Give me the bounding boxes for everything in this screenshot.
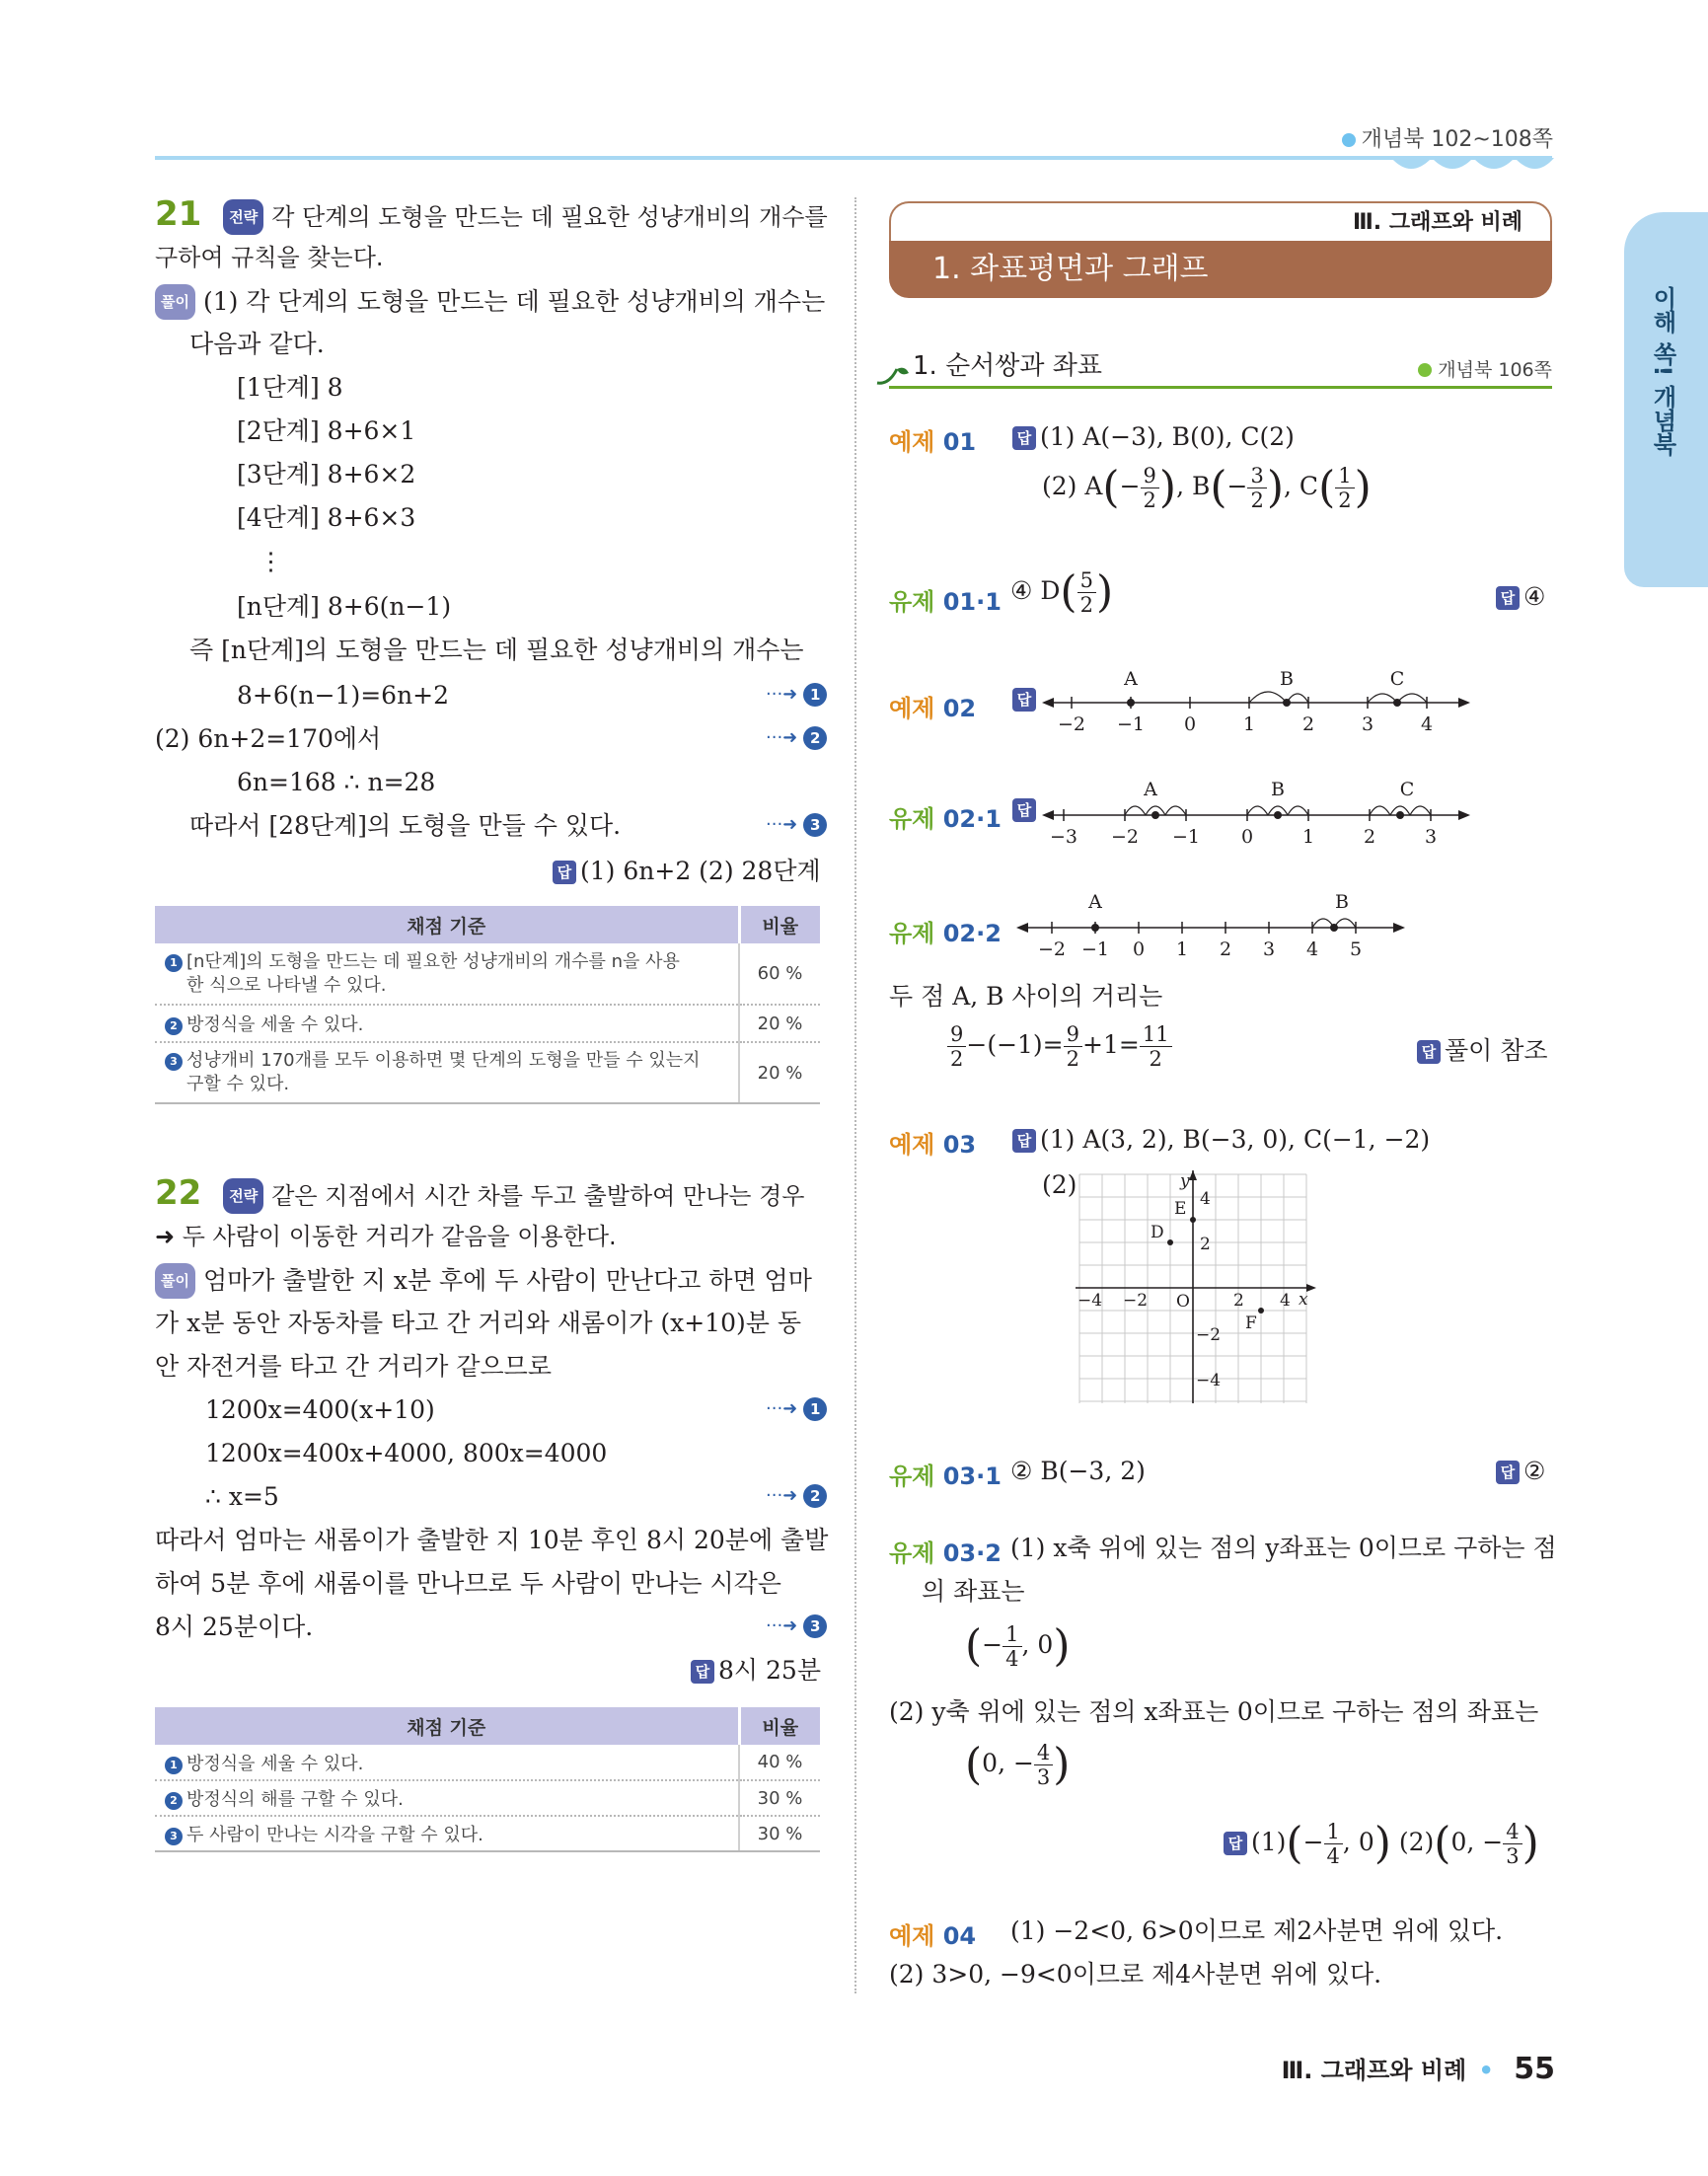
exercise-03-2-text: (2) y축 위에 있는 점의 x좌표는 0이므로 구하는 점의 좌표는 xyxy=(889,1697,1539,1726)
page-footer xyxy=(1282,2051,1555,2086)
tick-label: 3 xyxy=(1424,826,1438,848)
tick-label: −1 xyxy=(1116,713,1146,735)
point-label: E xyxy=(1174,1199,1187,1219)
answer-badge: 답 xyxy=(553,861,576,884)
tick-label: 4 xyxy=(1200,1189,1211,1209)
tick-label: −2 xyxy=(1196,1325,1222,1345)
example-01-label: 예제 01 xyxy=(889,428,977,456)
footer-chapter: Ⅲ. 그래프와 비례 xyxy=(1281,2057,1467,2084)
solution-badge: 풀이 xyxy=(155,1263,195,1299)
solution-line: (1) 각 단계의 도형을 만드는 데 필요한 성냥개비의 개수는 xyxy=(202,287,826,316)
equation: 6n=168 ∴ n=28 xyxy=(237,768,436,796)
table-row: 3 두 사람이 만나는 시각을 구할 수 있다. 30 % xyxy=(155,1816,820,1851)
tick-label: 3 xyxy=(1262,938,1276,960)
chapter-big-title: 1. 좌표평면과 그래프 xyxy=(889,241,1552,298)
solution-line: 하여 5분 후에 새롬이를 만나므로 두 사람이 만나는 시각은 xyxy=(155,1569,781,1598)
exercise-02-2-text: 두 점 A, B 사이의 거리는 xyxy=(889,982,1163,1011)
coordinate-grid xyxy=(1076,1170,1316,1407)
step-marker-1: 1 xyxy=(803,683,827,707)
solution-line: (2) 6n+2=170에서 xyxy=(155,724,382,753)
exercise-01-1-label: 유제 01·1 xyxy=(889,588,1002,616)
exercise-03-1-label: 유제 03·1 xyxy=(889,1463,1002,1490)
strategy-text-2: ➜ 두 사람이 이동한 거리가 같음을 이용한다. xyxy=(155,1223,617,1250)
tick-label: −4 xyxy=(1196,1371,1222,1390)
example-03-label: 예제 03 xyxy=(889,1131,977,1159)
table-row: 2 방정식의 해를 구할 수 있다. 30 % xyxy=(155,1780,820,1816)
leaf-icon xyxy=(875,363,915,387)
origin-label: O xyxy=(1176,1292,1190,1312)
table-header-ratio: 비율 xyxy=(739,906,820,943)
footer-separator: • xyxy=(1478,2057,1494,2084)
tick-label: 2 xyxy=(1219,938,1232,960)
stage-4: [4단계] 8+6×3 xyxy=(237,503,416,532)
answer-text: (1) A(3, 2), B(−3, 0), C(−1, −2) xyxy=(1040,1125,1431,1154)
axis-label-x: x xyxy=(1299,1290,1308,1310)
header-ref: 개념북 102~108쪽 xyxy=(1342,122,1553,153)
table-header-criteria: 채점 기준 xyxy=(155,1707,739,1745)
strategy-text: 같은 지점에서 시간 차를 두고 출발하여 만나는 경우 xyxy=(271,1182,805,1210)
tick-label: 1 xyxy=(1301,826,1315,848)
tick-label: −2 xyxy=(1057,713,1086,735)
table-row: 1 [n단계]의 도형을 만드는 데 필요한 성냥개비의 개수를 n을 사용 한 식으로 나타낼 수 있다. 60 % xyxy=(155,943,820,1005)
tick-label: 2 xyxy=(1233,1291,1244,1311)
header-wave xyxy=(1391,158,1554,180)
problem-number: 21 xyxy=(155,194,202,234)
vertical-dots: ⋮ xyxy=(259,547,283,575)
grading-table-22 xyxy=(155,1707,820,1852)
exercise-03-2-point-2: (0, − $\frac{4}{3}$ ) xyxy=(965,1739,1071,1790)
answer-text: (1) A(−3), B(0), C(2) xyxy=(1040,422,1295,451)
strategy-text: 각 단계의 도형을 만드는 데 필요한 성냥개비의 개수를 xyxy=(271,203,828,231)
strategy-text-2: 구하여 규칙을 찾는다. xyxy=(155,244,384,271)
tick-label: 5 xyxy=(1349,938,1363,960)
point-label: A xyxy=(1088,891,1102,913)
answer-badge: 답 xyxy=(691,1660,714,1684)
solution-line: 따라서 엄마는 새롬이가 출발한 지 10분 후인 8시 20분에 출발 xyxy=(155,1526,829,1554)
side-tab-label: 이해 쏙! 개념북 xyxy=(1649,286,1676,456)
solution-line: 다음과 같다. xyxy=(189,330,325,358)
point-label: B xyxy=(1335,891,1349,913)
tick-label: 2 xyxy=(1363,826,1376,848)
answer-badge: 답 xyxy=(1012,426,1036,450)
axis-label-y: y xyxy=(1180,1171,1190,1191)
point-label: B xyxy=(1271,779,1285,800)
table-header-criteria: 채점 기준 xyxy=(155,906,739,943)
point-label: F xyxy=(1245,1313,1257,1333)
answer-badge: 답 xyxy=(1496,586,1520,610)
answer-badge: 답 xyxy=(1012,1129,1036,1153)
stage-2: [2단계] 8+6×1 xyxy=(237,416,416,445)
exercise-03-2-label: 유제 03·2 xyxy=(889,1539,1002,1567)
stage-n: [n단계] 8+6(n−1) xyxy=(237,592,452,621)
exercise-03-2-answer: 답 (1)(− $\frac{1}{4}$ , 0) (2)(0, − $\frac{4}{3}$ ) xyxy=(1224,1820,1539,1868)
exercise-03-2-text: (1) x축 위에 있는 점의 y좌표는 0이므로 구하는 점 xyxy=(1010,1534,1557,1562)
solution-badge: 풀이 xyxy=(155,284,195,320)
answer-text-2: (2) A(− $\frac{9}{2}$ ), B(− $\frac{3}{2}$ ), C( $\frac{1}{2}$ ) xyxy=(1042,462,1372,513)
exercise-02-1-label: 유제 02·1 xyxy=(889,805,1002,833)
answer-text: ④ xyxy=(1523,582,1546,611)
example-04-text: (1) −2<0, 6>0이므로 제2사분면 위에 있다. xyxy=(1010,1916,1504,1945)
tick-label: 1 xyxy=(1242,713,1256,735)
answer-badge: 답 xyxy=(1496,1461,1520,1484)
answer-text: ② xyxy=(1523,1457,1546,1485)
answer-text-2: (2) xyxy=(1042,1170,1077,1199)
tick-label: −2 xyxy=(1037,938,1067,960)
tick-label: −2 xyxy=(1123,1291,1149,1311)
solution-line: 가 x분 동안 자동차를 타고 간 거리와 새롬이가 (x+10)분 동 xyxy=(155,1309,801,1337)
tick-label: −1 xyxy=(1171,826,1201,848)
answer-badge: 답 xyxy=(1012,798,1036,822)
solution-line: 엄마가 출발한 지 x분 후에 두 사람이 만난다고 하면 엄마 xyxy=(202,1266,812,1295)
tick-label: 2 xyxy=(1301,713,1315,735)
tick-label: −2 xyxy=(1110,826,1140,848)
exercise-03-2-point-1: (− $\frac{1}{4}$ , 0) xyxy=(965,1620,1071,1672)
equation: 1200x=400x+4000, 800x=4000 xyxy=(205,1439,608,1467)
point-label: C xyxy=(1399,779,1415,800)
chapter-heading xyxy=(889,201,1552,296)
answer-text: 8시 25분 xyxy=(718,1656,821,1685)
example-04-label: 예제 04 xyxy=(889,1922,977,1950)
tick-label: 0 xyxy=(1183,713,1197,735)
equation: ∴ x=5 xyxy=(205,1482,279,1511)
answer-badge: 답 xyxy=(1012,688,1036,712)
exercise-01-1-text: ④ D( $\frac{5}{2}$ ) xyxy=(1010,566,1114,618)
tick-label: −3 xyxy=(1049,826,1078,848)
exercise-03-2-text: 의 좌표는 xyxy=(922,1577,1025,1606)
point-label: C xyxy=(1389,668,1405,690)
exercise-02-2-equation: $\frac{9}{2}$ −(−1)= $\frac{9}{2}$ +1= $\frac{11}{2}$ xyxy=(947,1022,1172,1071)
strategy-badge: 전략 xyxy=(223,1178,263,1214)
exercise-03-1-text: ② B(−3, 2) xyxy=(1010,1457,1146,1485)
section-title: 1. 순서쌍과 좌표 xyxy=(913,351,1103,381)
tick-label: −4 xyxy=(1077,1291,1103,1311)
page-number: 55 xyxy=(1514,2052,1555,2086)
point-label: A xyxy=(1144,779,1157,800)
step-marker-2: 2 xyxy=(803,1484,827,1508)
column-divider xyxy=(854,197,856,1993)
step-marker-1: 1 xyxy=(803,1397,827,1421)
table-row: 1 방정식을 세울 수 있다. 40 % xyxy=(155,1745,820,1780)
point-label: D xyxy=(1151,1223,1164,1242)
solution-line: 따라서 [28단계]의 도형을 만들 수 있다. xyxy=(189,811,622,840)
equation: 1200x=400(x+10) xyxy=(205,1395,435,1424)
stage-3: [3단계] 8+6×2 xyxy=(237,460,416,488)
tick-label: 0 xyxy=(1240,826,1254,848)
grading-table-21 xyxy=(155,906,820,1104)
tick-label: 4 xyxy=(1280,1291,1291,1311)
tick-label: 1 xyxy=(1175,938,1189,960)
section-heading xyxy=(889,345,1552,389)
point-label: B xyxy=(1280,668,1294,690)
answer-badge: 답 xyxy=(1417,1040,1441,1064)
point-label: A xyxy=(1124,668,1138,690)
tick-label: 2 xyxy=(1200,1235,1211,1254)
section-ref: 개념북 106쪽 xyxy=(1418,355,1552,382)
chapter-small-title: Ⅲ. 그래프와 비례 xyxy=(889,201,1552,243)
solution-line: 8시 25분이다. xyxy=(155,1613,314,1641)
tick-label: 4 xyxy=(1305,938,1319,960)
example-04-text: (2) 3>0, −9<0이므로 제4사분면 위에 있다. xyxy=(889,1960,1382,1988)
answer-text: (1) 6n+2 (2) 28단계 xyxy=(580,857,821,885)
tick-label: 0 xyxy=(1132,938,1146,960)
step-marker-3: 3 xyxy=(803,1614,827,1638)
strategy-badge: 전략 xyxy=(223,199,263,235)
number-line-yu0201 xyxy=(1042,776,1476,853)
solution-line: 안 자전거를 타고 간 거리가 같으므로 xyxy=(155,1352,552,1381)
table-header-ratio: 비율 xyxy=(739,1707,820,1745)
table-row: 3 성냥개비 170개를 모두 이용하면 몇 단계의 도형을 만들 수 있는지 구할 수 있다. 20 % xyxy=(155,1042,820,1103)
number-line-ex02 xyxy=(1042,663,1476,740)
step-marker-3: 3 xyxy=(803,813,827,837)
tick-label: 3 xyxy=(1361,713,1374,735)
number-line-yu0202 xyxy=(1016,888,1411,963)
solution-line: 즉 [n단계]의 도형을 만드는 데 필요한 성냥개비의 개수는 xyxy=(189,636,804,664)
step-marker-2: 2 xyxy=(803,726,827,750)
problem-number: 22 xyxy=(155,1173,202,1213)
header-rule xyxy=(155,156,1552,160)
example-02-label: 예제 02 xyxy=(889,695,977,722)
tick-label: 4 xyxy=(1420,713,1434,735)
table-row: 2 방정식을 세울 수 있다. 20 % xyxy=(155,1005,820,1042)
answer-text: 풀이 참조 xyxy=(1445,1036,1548,1065)
exercise-02-2-label: 유제 02·2 xyxy=(889,920,1002,947)
stage-1: [1단계] 8 xyxy=(237,373,343,402)
tick-label: −1 xyxy=(1080,938,1110,960)
equation: 8+6(n−1)=6n+2 xyxy=(237,681,450,710)
